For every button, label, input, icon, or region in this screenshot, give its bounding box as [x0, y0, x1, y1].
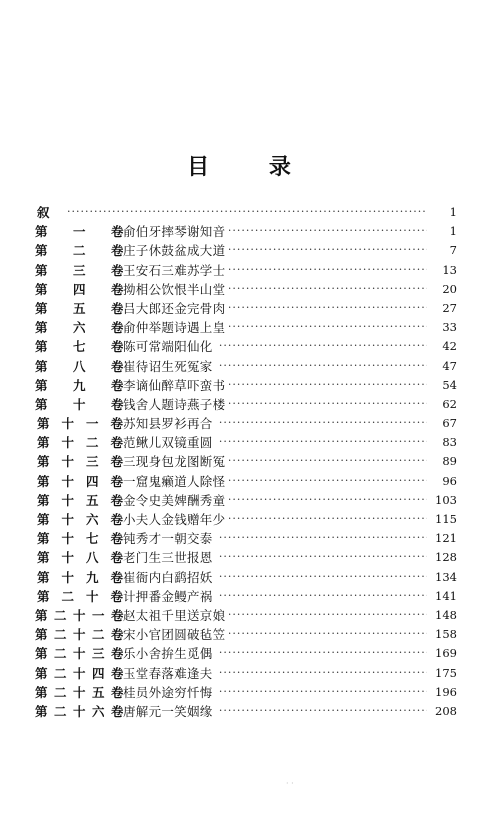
chapter-label: 第二十二卷: [35, 627, 123, 643]
chapter-label: 第 三 卷: [35, 262, 123, 278]
story-title: 计押番金鳗产祸: [123, 587, 217, 606]
story-title: 吕大郎还金完骨肉: [123, 299, 229, 318]
toc-entry[interactable]: [37, 376, 457, 395]
page-number: 103: [435, 492, 457, 507]
chapter-label: 第十五卷: [37, 492, 123, 508]
page-number: 33: [442, 320, 457, 335]
page-number: 20: [442, 281, 457, 296]
chapter-label: 第二十三卷: [35, 646, 123, 662]
toc-entry[interactable]: [37, 337, 457, 356]
story-title: 老门生三世报恩: [123, 548, 217, 567]
toc-entry[interactable]: [37, 433, 457, 452]
page-number: 196: [435, 684, 457, 699]
chapter-label: 第 四 卷: [35, 281, 123, 297]
story-title: 俞伯牙摔琴谢知音: [123, 222, 229, 241]
page-number: 1: [449, 205, 457, 219]
toc-entry[interactable]: [37, 625, 457, 644]
chapter-label: 第 五 卷: [35, 300, 123, 316]
toc-entry[interactable]: [37, 318, 457, 337]
story-title: 玉堂春落难逢夫: [123, 664, 217, 683]
toc-entry[interactable]: [37, 568, 457, 587]
page-number: 47: [442, 358, 457, 373]
chapter-label: 第 八 卷: [35, 358, 123, 374]
story-title: 李谪仙醉草吓蛮书: [123, 376, 229, 395]
story-title: 崔衙内白鹞招妖: [123, 568, 217, 587]
toc-entry[interactable]: [37, 472, 457, 491]
toc-entry[interactable]: [37, 606, 457, 625]
page-number: 169: [435, 646, 457, 661]
toc-entry[interactable]: [37, 222, 457, 241]
chapter-label: 第 二 卷: [35, 243, 123, 259]
chapter-label: 第十三卷: [37, 454, 123, 470]
chapter-label: 第十九卷: [37, 569, 123, 585]
page-number: 62: [442, 396, 457, 411]
story-title: 庄子休鼓盆成大道: [123, 241, 229, 260]
story-title: 王安石三难苏学士: [123, 261, 229, 280]
chapter-label: 第二十一卷: [35, 607, 123, 623]
chapter-label: 第 九 卷: [35, 377, 123, 393]
story-title: 范鳅儿双镜重圆: [123, 433, 217, 452]
chapter-label: 第十一卷: [37, 416, 123, 432]
story-title: 唐解元一笑姻缘: [123, 702, 217, 721]
story-title: 宋小官团圆破毡笠: [123, 625, 229, 644]
chapter-label: 第 一 卷: [35, 224, 123, 240]
chapter-label: 叙: [37, 205, 50, 220]
page-number: 89: [442, 454, 457, 469]
toc-entry[interactable]: [37, 664, 457, 683]
story-title: 钝秀才一朝交泰: [123, 529, 217, 548]
chapter-label: 第二十五卷: [35, 684, 123, 700]
toc-entry[interactable]: [37, 683, 457, 702]
page-number: 27: [442, 300, 457, 315]
chapter-label: 第十二卷: [37, 435, 123, 451]
page-number: 96: [442, 473, 457, 488]
scan-mark: · ·: [286, 779, 294, 788]
story-title: 苏知县罗衫再合: [123, 414, 217, 433]
page-number: 83: [442, 435, 457, 450]
page-title: 目 录: [187, 155, 317, 180]
page-number: 1: [449, 224, 457, 239]
toc-entry[interactable]: [37, 280, 457, 299]
story-title: 三现身包龙图断冤: [123, 452, 229, 471]
toc-entry[interactable]: [37, 261, 457, 280]
toc-entry[interactable]: [37, 395, 457, 414]
toc-entry[interactable]: [37, 357, 457, 376]
chapter-label: 第 六 卷: [35, 320, 123, 336]
chapter-label: 第十四卷: [37, 473, 123, 489]
story-title: 金令史美婢酬秀童: [123, 491, 229, 510]
page-number: 128: [435, 550, 457, 565]
toc-entry[interactable]: [37, 203, 457, 222]
page-number: 115: [435, 512, 457, 526]
table-of-contents: [37, 203, 457, 721]
story-title: 乐小舍拚生觅偶: [123, 644, 217, 663]
toc-entry[interactable]: [37, 510, 457, 529]
page-number: 121: [435, 531, 457, 546]
chapter-label: 第 七 卷: [35, 339, 123, 355]
chapter-label: 第十八卷: [37, 550, 123, 566]
chapter-label: 第十七卷: [37, 531, 123, 547]
toc-entry[interactable]: [37, 491, 457, 510]
toc-entry[interactable]: [37, 548, 457, 567]
toc-entry[interactable]: [37, 702, 457, 721]
page-number: 175: [435, 665, 457, 680]
chapter-label: 第十六卷: [37, 512, 123, 527]
story-title: 赵太祖千里送京娘: [123, 606, 229, 625]
dot-leader: [67, 202, 427, 221]
story-title: 俞仲举题诗遇上皇: [123, 318, 229, 337]
chapter-label: 第二十四卷: [35, 665, 123, 681]
story-title: 桂员外途穷忏悔: [123, 683, 217, 702]
toc-entry[interactable]: [37, 452, 457, 471]
story-title: 一窟鬼癞道人除怪: [123, 472, 229, 491]
toc-entry[interactable]: [37, 644, 457, 663]
page-number: 208: [435, 703, 457, 718]
story-title: 小夫人金钱赠年少: [123, 510, 229, 529]
story-title: 拗相公饮恨半山堂: [123, 280, 229, 299]
page-number: 67: [442, 416, 457, 431]
story-title: 崔待诏生死冤家: [123, 357, 217, 376]
page-number: 7: [449, 243, 457, 258]
page-number: 158: [435, 627, 457, 642]
page-number: 42: [442, 339, 457, 354]
page-number: 54: [442, 377, 457, 392]
page-number: 148: [435, 607, 457, 622]
story-title: 陈可常端阳仙化: [123, 337, 217, 356]
chapter-label: 第二十六卷: [35, 703, 123, 719]
page-number: 141: [435, 588, 457, 603]
toc-entry[interactable]: [37, 241, 457, 260]
toc-entry[interactable]: [37, 414, 457, 433]
toc-entry[interactable]: [37, 529, 457, 548]
chapter-label: 第二十卷: [37, 588, 123, 604]
page-number: 134: [435, 569, 457, 584]
page-number: 13: [442, 262, 457, 277]
toc-entry[interactable]: [37, 587, 457, 606]
toc-entry[interactable]: [37, 299, 457, 318]
chapter-label: 第 十 卷: [35, 396, 123, 412]
story-title: 钱舍人题诗燕子楼: [123, 395, 229, 414]
